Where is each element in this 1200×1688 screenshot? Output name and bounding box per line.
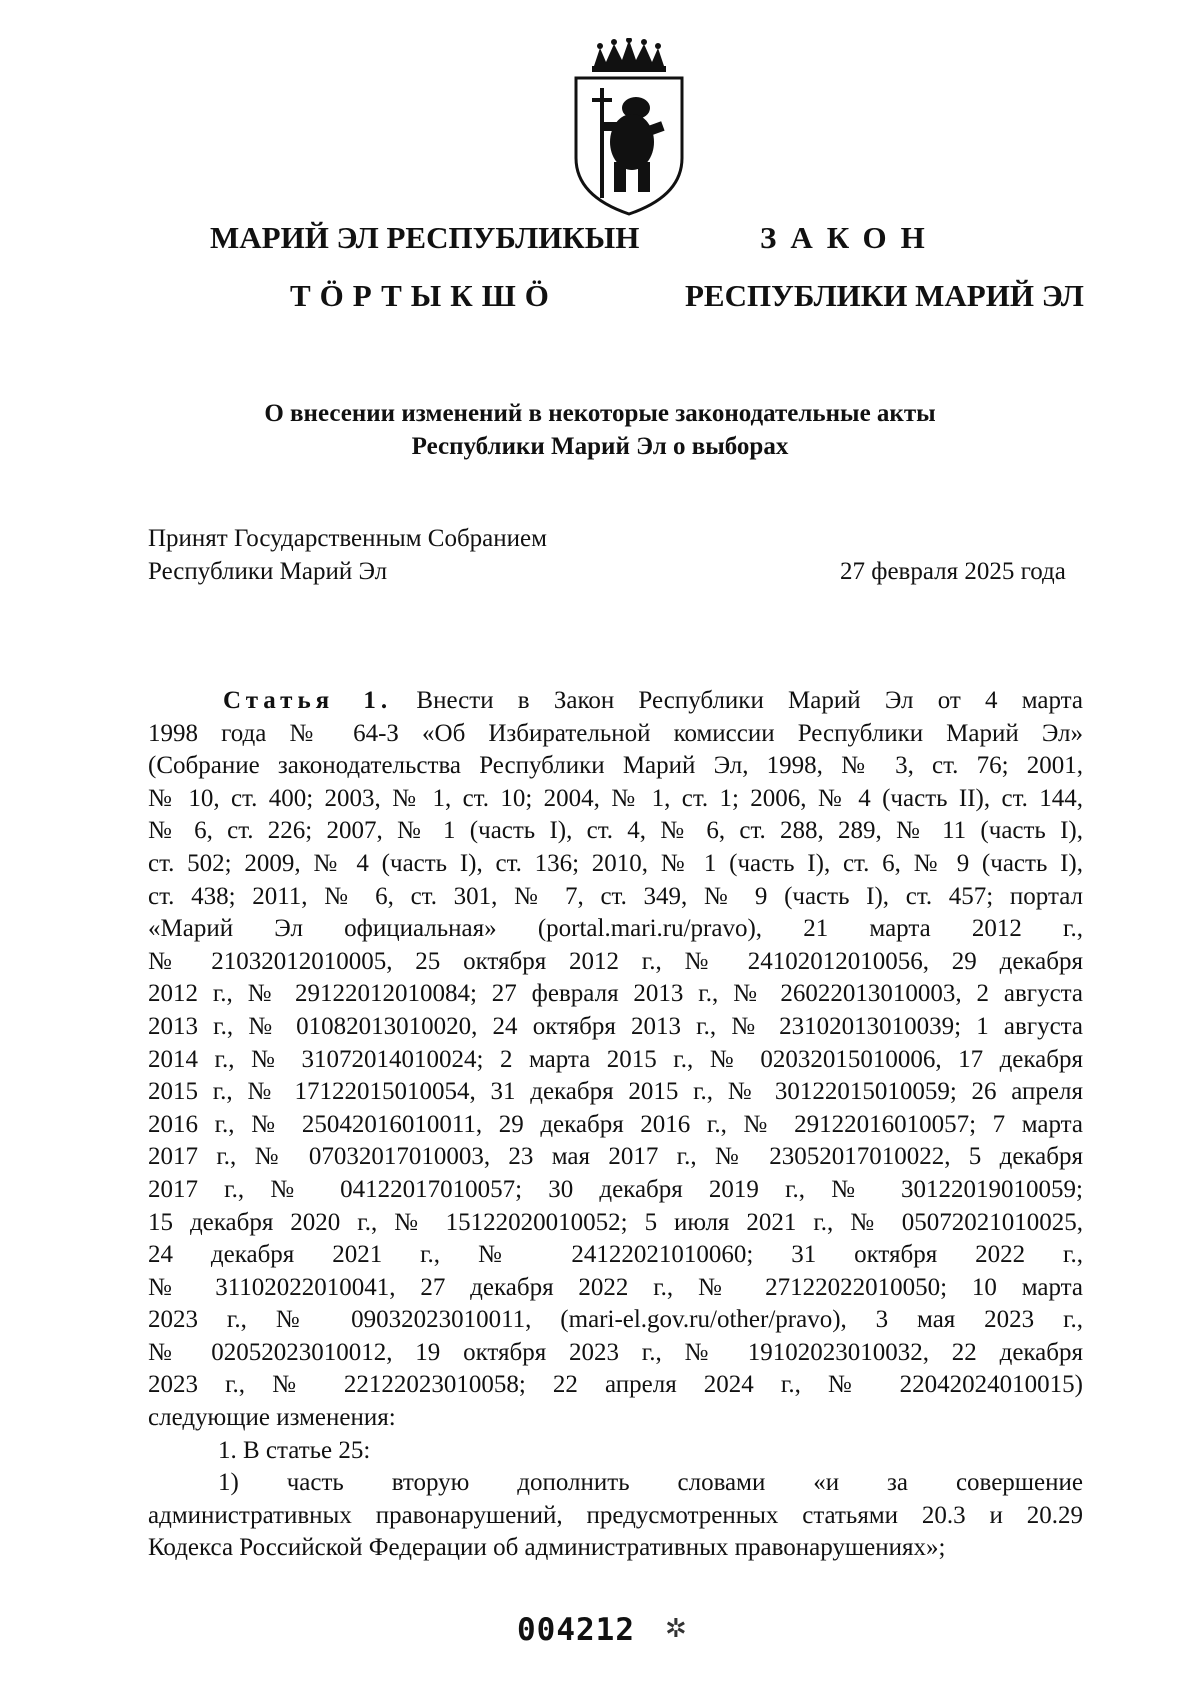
article-line: № 02052023010012, 19 октября 2023 г., № 19102023010032, 22 декабря [148, 1338, 1083, 1366]
adopted-date: 27 февраля 2025 года [840, 558, 1066, 585]
article-line: 2023 г., № 22122023010058; 22 апреля 2024 г., № 22042024010015) [148, 1371, 1083, 1399]
article-line: № 21032012010005, 25 октября 2012 г., № 24102012010056, 29 декабря [148, 947, 1083, 975]
article-line: 2012 г., № 29122012010084; 27 февраля 2013 г., № 26022013010003, 2 августа [148, 980, 1083, 1008]
article-first-line [148, 685, 1083, 718]
header-left-line2: ТӦРТЫКШӦ [290, 278, 558, 313]
document-serial-number: 004212 [517, 1612, 635, 1648]
article-line: 2023 г., № 09032023010011, (mari-el.gov.ru/other/pravo), 3 мая 2023 г., [148, 1306, 1083, 1334]
law-title [120, 397, 1080, 463]
article-line: 1998 года № 64-З «Об Избирательной комиссии Республики Марий Эл» [148, 719, 1083, 747]
article-line: 2014 г., № 31072014010024; 2 марта 2015 г., № 02032015010006, 17 декабря [148, 1045, 1083, 1073]
article-line: № 31102022010041, 27 декабря 2022 г., № 27122022010050; 10 марта [148, 1273, 1083, 1301]
subitem-line: 1) часть вторую дополнить словами «и за совершение [218, 1469, 1083, 1497]
asterisk-mark-icon: ✲ [665, 1614, 687, 1643]
article-line: Внести в Закон Республики Марий Эл от 4 марта [416, 687, 1084, 714]
article-item-1: 1. В статье 25: [218, 1436, 371, 1464]
law-title-line1: О внесении изменений в некоторые законодательные акты [264, 400, 936, 427]
article-body [148, 685, 1083, 1565]
article-line: 2013 г., № 01082013010020, 24 октября 2013 г., № 23102013010039; 1 августа [148, 1012, 1083, 1040]
header-right-line1: ЗАКОН [760, 220, 939, 255]
article-line: 24 декабря 2021 г., № 24122021010060; 31 октября 2022 г., [148, 1241, 1083, 1269]
header-left-line1: МАРИЙ ЭЛ РЕСПУБЛИКЫН [210, 220, 640, 255]
article-line: 2016 г., № 25042016010011, 29 декабря 2016 г., № 29122016010057; 7 марта [148, 1110, 1083, 1138]
article-line: № 10, ст. 400; 2003, № 1, ст. 10; 2004, № 1, ст. 1; 2006, № 4 (часть II), ст. 144, [148, 784, 1083, 812]
article-line: 2017 г., № 07032017010003, 23 мая 2017 г., № 23052017010022, 5 декабря [148, 1143, 1083, 1171]
law-title-line2: Республики Марий Эл о выборах [411, 433, 789, 460]
article-line: ст. 438; 2011, № 6, ст. 301, № 7, ст. 349, № 9 (часть I), ст. 457; портал [148, 882, 1083, 910]
adopted-by [148, 522, 547, 588]
article-line: «Марий Эл официальная» (portal.mari.ru/pravo), 21 марта 2012 г., [148, 915, 1083, 943]
article-line: 2015 г., № 17122015010054, 31 декабря 2015 г., № 30122015010059; 26 апреля [148, 1078, 1083, 1106]
article-label: Статья 1. [223, 687, 393, 714]
article-line: следующие изменения: [148, 1404, 396, 1432]
header-right-line2: РЕСПУБЛИКИ МАРИЙ ЭЛ [685, 278, 1084, 313]
subitem-line: Кодекса Российской Федерации об административных правонарушениях»; [148, 1534, 946, 1562]
subitem-line: административных правонарушений, предусмотренных статьями 20.3 и 20.29 [148, 1501, 1083, 1529]
coat-of-arms-icon [570, 38, 688, 216]
adopted-line1: Принят Государственным Собранием [148, 525, 547, 552]
article-line: 15 декабря 2020 г., № 15122020010052; 5 июля 2021 г., № 05072021010025, [148, 1208, 1083, 1236]
article-line: ст. 502; 2009, № 4 (часть I), ст. 136; 2010, № 1 (часть I), ст. 6, № 9 (часть I), [148, 849, 1083, 877]
article-line: 2017 г., № 04122017010057; 30 декабря 2019 г., № 30122019010059; [148, 1175, 1083, 1203]
article-line: № 6, ст. 226; 2007, № 1 (часть I), ст. 4, № 6, ст. 288, 289, № 11 (часть I), [148, 817, 1083, 845]
adopted-line2: Республики Марий Эл [148, 558, 388, 585]
article-line: (Собрание законодательства Республики Марий Эл, 1998, № 3, ст. 76; 2001, [148, 752, 1083, 780]
